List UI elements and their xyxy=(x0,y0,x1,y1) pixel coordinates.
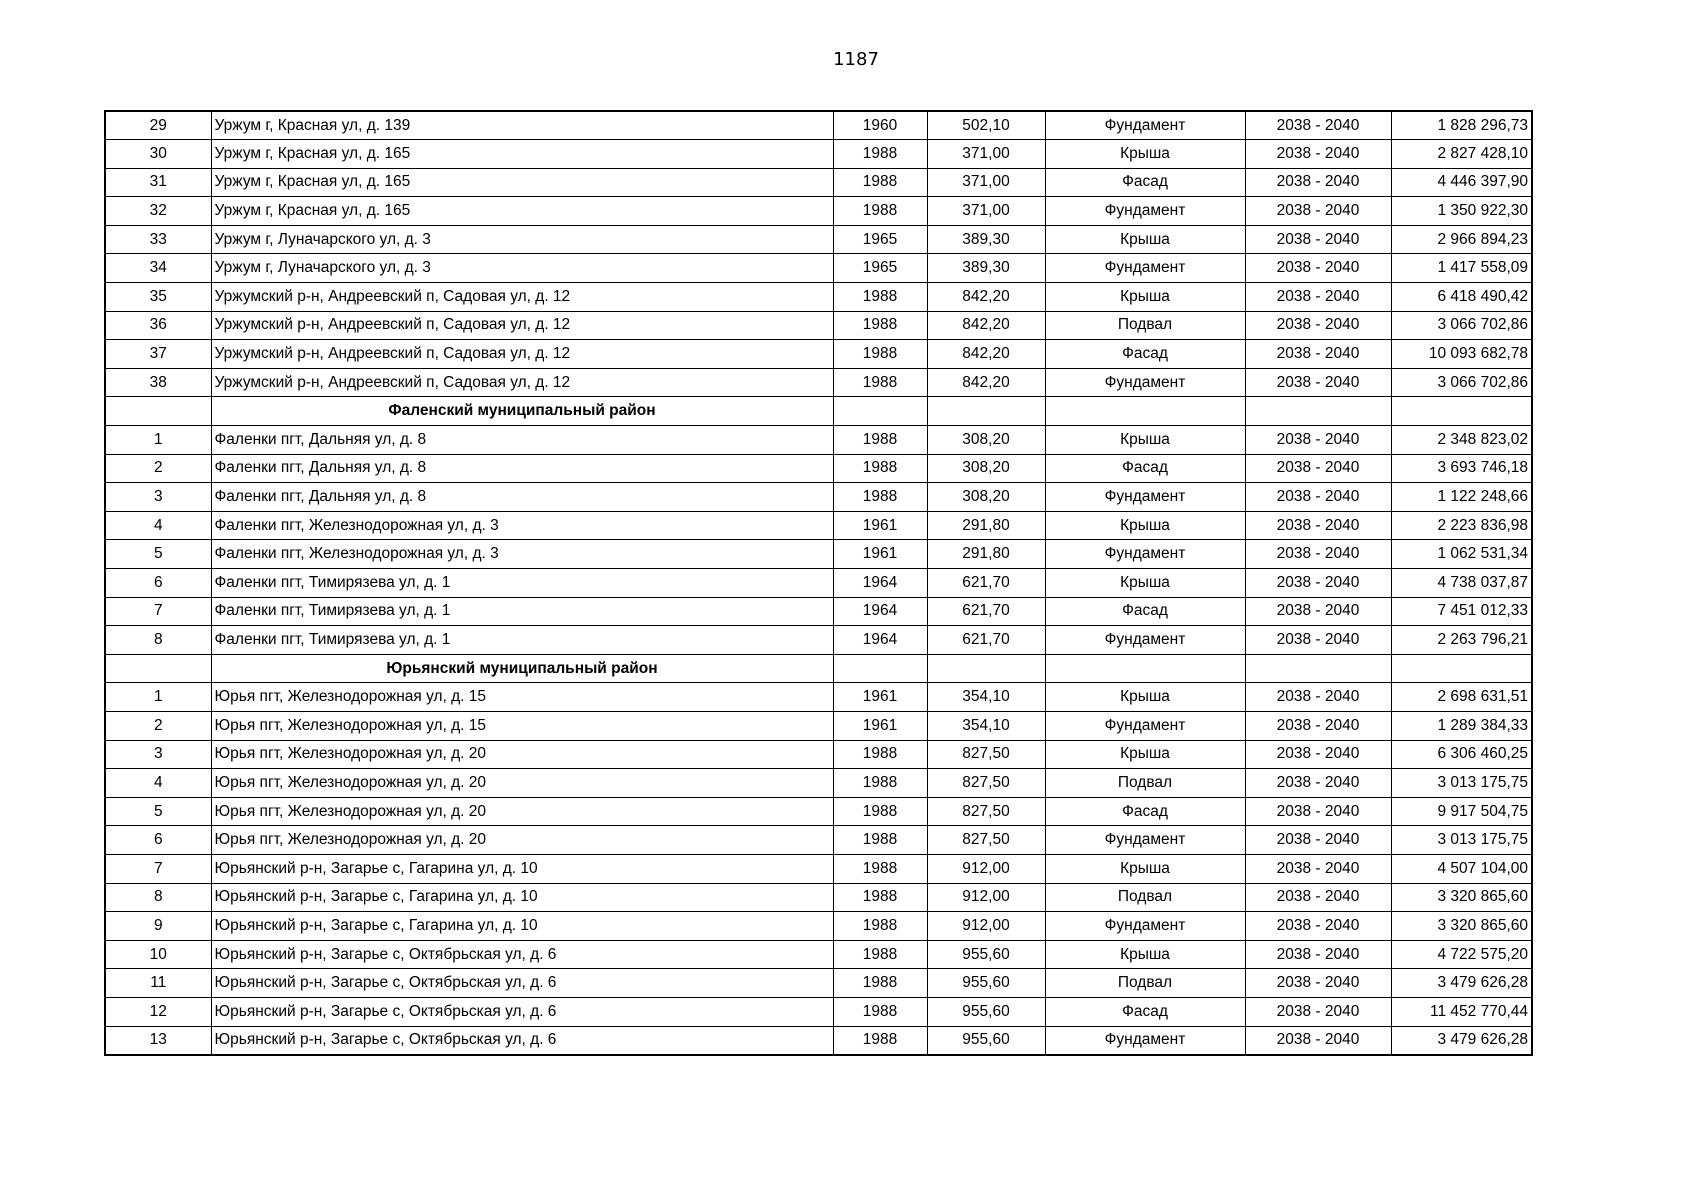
cost-cell: 7 451 012,33 xyxy=(1391,597,1532,626)
period-cell: 2038 - 2040 xyxy=(1245,683,1391,712)
table-row xyxy=(105,483,1532,512)
row-number-cell: 5 xyxy=(105,797,211,826)
section-header-row xyxy=(105,397,1532,426)
address-cell: Юрья пгт, Железнодорожная ул, д. 20 xyxy=(211,826,833,855)
cost-cell: 2 348 823,02 xyxy=(1391,426,1532,455)
year-cell: 1988 xyxy=(833,368,927,397)
address-cell: Фаленки пгт, Дальняя ул, д. 8 xyxy=(211,483,833,512)
period-cell: 2038 - 2040 xyxy=(1245,283,1391,312)
year-cell: 1961 xyxy=(833,711,927,740)
year-cell: 1988 xyxy=(833,454,927,483)
empty-cell xyxy=(1045,654,1245,683)
cost-cell: 1 289 384,33 xyxy=(1391,711,1532,740)
empty-cell xyxy=(927,397,1045,426)
work-type-cell: Крыша xyxy=(1045,854,1245,883)
section-title: Фаленский муниципальный район xyxy=(211,397,833,426)
area-cell: 912,00 xyxy=(927,854,1045,883)
year-cell: 1988 xyxy=(833,883,927,912)
table-body xyxy=(105,111,1532,1055)
row-number-cell: 2 xyxy=(105,454,211,483)
year-cell: 1988 xyxy=(833,740,927,769)
work-type-cell: Фундамент xyxy=(1045,1026,1245,1055)
empty-cell xyxy=(927,654,1045,683)
work-type-cell: Крыша xyxy=(1045,426,1245,455)
area-cell: 955,60 xyxy=(927,969,1045,998)
year-cell: 1988 xyxy=(833,168,927,197)
period-cell: 2038 - 2040 xyxy=(1245,769,1391,798)
period-cell: 2038 - 2040 xyxy=(1245,912,1391,941)
row-number-cell: 10 xyxy=(105,940,211,969)
address-cell: Юрьянский р-н, Загарье с, Октябрьская ул, д. 6 xyxy=(211,969,833,998)
cost-cell: 9 917 504,75 xyxy=(1391,797,1532,826)
period-cell: 2038 - 2040 xyxy=(1245,740,1391,769)
cost-cell: 6 418 490,42 xyxy=(1391,283,1532,312)
area-cell: 827,50 xyxy=(927,826,1045,855)
row-number-cell: 29 xyxy=(105,111,211,140)
period-cell: 2038 - 2040 xyxy=(1245,111,1391,140)
cost-cell: 3 320 865,60 xyxy=(1391,912,1532,941)
area-cell: 354,10 xyxy=(927,683,1045,712)
table-row xyxy=(105,511,1532,540)
work-type-cell: Крыша xyxy=(1045,569,1245,598)
table-row xyxy=(105,940,1532,969)
area-cell: 621,70 xyxy=(927,597,1045,626)
empty-cell xyxy=(833,654,927,683)
table-row xyxy=(105,969,1532,998)
work-type-cell: Подвал xyxy=(1045,769,1245,798)
area-cell: 955,60 xyxy=(927,940,1045,969)
year-cell: 1964 xyxy=(833,626,927,655)
table-row xyxy=(105,540,1532,569)
cost-cell: 2 827 428,10 xyxy=(1391,140,1532,169)
table-row xyxy=(105,740,1532,769)
year-cell: 1961 xyxy=(833,683,927,712)
row-number-cell: 32 xyxy=(105,197,211,226)
work-type-cell: Фасад xyxy=(1045,168,1245,197)
year-cell: 1988 xyxy=(833,197,927,226)
row-number-cell: 7 xyxy=(105,597,211,626)
period-cell: 2038 - 2040 xyxy=(1245,197,1391,226)
row-number-cell: 38 xyxy=(105,368,211,397)
year-cell: 1988 xyxy=(833,940,927,969)
work-type-cell: Подвал xyxy=(1045,969,1245,998)
area-cell: 842,20 xyxy=(927,283,1045,312)
work-type-cell: Фундамент xyxy=(1045,540,1245,569)
cost-cell: 2 263 796,21 xyxy=(1391,626,1532,655)
table-row xyxy=(105,769,1532,798)
period-cell: 2038 - 2040 xyxy=(1245,711,1391,740)
cost-cell: 1 350 922,30 xyxy=(1391,197,1532,226)
cost-cell: 2 223 836,98 xyxy=(1391,511,1532,540)
row-number-cell: 11 xyxy=(105,969,211,998)
cost-cell: 1 062 531,34 xyxy=(1391,540,1532,569)
year-cell: 1960 xyxy=(833,111,927,140)
address-cell: Уржумский р-н, Андреевский п, Садовая ул, д. 12 xyxy=(211,340,833,369)
address-cell: Фаленки пгт, Тимирязева ул, д. 1 xyxy=(211,597,833,626)
area-cell: 291,80 xyxy=(927,511,1045,540)
table-row xyxy=(105,197,1532,226)
work-type-cell: Фундамент xyxy=(1045,254,1245,283)
year-cell: 1965 xyxy=(833,254,927,283)
period-cell: 2038 - 2040 xyxy=(1245,254,1391,283)
table-row xyxy=(105,340,1532,369)
section-title: Юрьянский муниципальный район xyxy=(211,654,833,683)
period-cell: 2038 - 2040 xyxy=(1245,826,1391,855)
period-cell: 2038 - 2040 xyxy=(1245,626,1391,655)
address-cell: Юрьянский р-н, Загарье с, Гагарина ул, д. 10 xyxy=(211,912,833,941)
address-cell: Уржум г, Красная ул, д. 165 xyxy=(211,140,833,169)
row-number-cell: 31 xyxy=(105,168,211,197)
cost-cell: 3 693 746,18 xyxy=(1391,454,1532,483)
work-type-cell: Крыша xyxy=(1045,511,1245,540)
area-cell: 912,00 xyxy=(927,883,1045,912)
cost-cell: 6 306 460,25 xyxy=(1391,740,1532,769)
work-type-cell: Крыша xyxy=(1045,940,1245,969)
row-number-cell: 1 xyxy=(105,426,211,455)
year-cell: 1964 xyxy=(833,569,927,598)
address-cell: Фаленки пгт, Железнодорожная ул, д. 3 xyxy=(211,540,833,569)
year-cell: 1988 xyxy=(833,969,927,998)
row-number-cell: 4 xyxy=(105,769,211,798)
period-cell: 2038 - 2040 xyxy=(1245,597,1391,626)
table-row xyxy=(105,368,1532,397)
empty-cell xyxy=(1391,397,1532,426)
table-row xyxy=(105,426,1532,455)
row-number-cell: 12 xyxy=(105,997,211,1026)
work-type-cell: Фундамент xyxy=(1045,711,1245,740)
table-row xyxy=(105,826,1532,855)
address-cell: Фаленки пгт, Дальняя ул, д. 8 xyxy=(211,454,833,483)
year-cell: 1988 xyxy=(833,854,927,883)
period-cell: 2038 - 2040 xyxy=(1245,540,1391,569)
cost-cell: 4 722 575,20 xyxy=(1391,940,1532,969)
table-row xyxy=(105,168,1532,197)
row-number-cell: 6 xyxy=(105,569,211,598)
row-number-cell: 7 xyxy=(105,854,211,883)
period-cell: 2038 - 2040 xyxy=(1245,511,1391,540)
section-header-row xyxy=(105,654,1532,683)
row-number-cell: 30 xyxy=(105,140,211,169)
table-row xyxy=(105,597,1532,626)
year-cell: 1988 xyxy=(833,340,927,369)
page-number: 1187 xyxy=(833,49,879,70)
work-type-cell: Фундамент xyxy=(1045,368,1245,397)
address-cell: Уржумский р-н, Андреевский п, Садовая ул, д. 12 xyxy=(211,311,833,340)
table-row xyxy=(105,683,1532,712)
cost-cell: 11 452 770,44 xyxy=(1391,997,1532,1026)
table-row xyxy=(105,283,1532,312)
year-cell: 1961 xyxy=(833,511,927,540)
table-row xyxy=(105,454,1532,483)
period-cell: 2038 - 2040 xyxy=(1245,340,1391,369)
row-number-cell: 34 xyxy=(105,254,211,283)
year-cell: 1988 xyxy=(833,826,927,855)
area-cell: 621,70 xyxy=(927,569,1045,598)
period-cell: 2038 - 2040 xyxy=(1245,1026,1391,1055)
work-type-cell: Фундамент xyxy=(1045,626,1245,655)
cost-cell: 4 507 104,00 xyxy=(1391,854,1532,883)
empty-cell xyxy=(1045,397,1245,426)
period-cell: 2038 - 2040 xyxy=(1245,311,1391,340)
year-cell: 1988 xyxy=(833,311,927,340)
cost-cell: 4 446 397,90 xyxy=(1391,168,1532,197)
address-cell: Уржум г, Красная ул, д. 165 xyxy=(211,197,833,226)
year-cell: 1988 xyxy=(833,997,927,1026)
address-cell: Юрья пгт, Железнодорожная ул, д. 15 xyxy=(211,711,833,740)
work-type-cell: Фундамент xyxy=(1045,912,1245,941)
row-number-cell: 13 xyxy=(105,1026,211,1055)
row-number-cell: 1 xyxy=(105,683,211,712)
area-cell: 955,60 xyxy=(927,997,1045,1026)
area-cell: 371,00 xyxy=(927,197,1045,226)
year-cell: 1988 xyxy=(833,1026,927,1055)
empty-cell xyxy=(1245,397,1391,426)
area-cell: 621,70 xyxy=(927,626,1045,655)
address-cell: Юрьянский р-н, Загарье с, Октябрьская ул, д. 6 xyxy=(211,997,833,1026)
work-type-cell: Крыша xyxy=(1045,683,1245,712)
period-cell: 2038 - 2040 xyxy=(1245,168,1391,197)
work-type-cell: Фасад xyxy=(1045,797,1245,826)
address-cell: Фаленки пгт, Дальняя ул, д. 8 xyxy=(211,426,833,455)
address-cell: Уржум г, Красная ул, д. 139 xyxy=(211,111,833,140)
row-number-cell: 5 xyxy=(105,540,211,569)
period-cell: 2038 - 2040 xyxy=(1245,140,1391,169)
table-row xyxy=(105,140,1532,169)
period-cell: 2038 - 2040 xyxy=(1245,940,1391,969)
period-cell: 2038 - 2040 xyxy=(1245,368,1391,397)
cost-cell: 1 122 248,66 xyxy=(1391,483,1532,512)
work-type-cell: Крыша xyxy=(1045,225,1245,254)
buildings-table xyxy=(104,110,1533,1056)
cost-cell: 3 479 626,28 xyxy=(1391,1026,1532,1055)
area-cell: 502,10 xyxy=(927,111,1045,140)
address-cell: Фаленки пгт, Тимирязева ул, д. 1 xyxy=(211,626,833,655)
empty-cell xyxy=(1391,654,1532,683)
row-number-cell: 36 xyxy=(105,311,211,340)
address-cell: Фаленки пгт, Тимирязева ул, д. 1 xyxy=(211,569,833,598)
work-type-cell: Фундамент xyxy=(1045,483,1245,512)
work-type-cell: Фасад xyxy=(1045,597,1245,626)
work-type-cell: Фасад xyxy=(1045,454,1245,483)
cost-cell: 3 320 865,60 xyxy=(1391,883,1532,912)
address-cell: Юрья пгт, Железнодорожная ул, д. 20 xyxy=(211,797,833,826)
row-number-cell: 2 xyxy=(105,711,211,740)
year-cell: 1961 xyxy=(833,540,927,569)
area-cell: 842,20 xyxy=(927,311,1045,340)
table-row xyxy=(105,254,1532,283)
area-cell: 827,50 xyxy=(927,797,1045,826)
cost-cell: 1 417 558,09 xyxy=(1391,254,1532,283)
period-cell: 2038 - 2040 xyxy=(1245,883,1391,912)
period-cell: 2038 - 2040 xyxy=(1245,797,1391,826)
table-row xyxy=(105,569,1532,598)
work-type-cell: Фасад xyxy=(1045,340,1245,369)
cost-cell: 3 066 702,86 xyxy=(1391,368,1532,397)
area-cell: 308,20 xyxy=(927,483,1045,512)
work-type-cell: Фундамент xyxy=(1045,826,1245,855)
table-row xyxy=(105,997,1532,1026)
period-cell: 2038 - 2040 xyxy=(1245,569,1391,598)
row-number-cell: 4 xyxy=(105,511,211,540)
empty-cell xyxy=(105,397,211,426)
address-cell: Уржум г, Красная ул, д. 165 xyxy=(211,168,833,197)
year-cell: 1988 xyxy=(833,483,927,512)
table-row xyxy=(105,854,1532,883)
address-cell: Уржум г, Луначарского ул, д. 3 xyxy=(211,254,833,283)
work-type-cell: Подвал xyxy=(1045,883,1245,912)
work-type-cell: Крыша xyxy=(1045,283,1245,312)
cost-cell: 2 966 894,23 xyxy=(1391,225,1532,254)
row-number-cell: 6 xyxy=(105,826,211,855)
year-cell: 1988 xyxy=(833,797,927,826)
area-cell: 842,20 xyxy=(927,340,1045,369)
table-row xyxy=(105,797,1532,826)
cost-cell: 3 479 626,28 xyxy=(1391,969,1532,998)
row-number-cell: 8 xyxy=(105,626,211,655)
work-type-cell: Подвал xyxy=(1045,311,1245,340)
row-number-cell: 8 xyxy=(105,883,211,912)
table-row xyxy=(105,883,1532,912)
table-row xyxy=(105,711,1532,740)
empty-cell xyxy=(1245,654,1391,683)
row-number-cell: 35 xyxy=(105,283,211,312)
address-cell: Юрьянский р-н, Загарье с, Гагарина ул, д. 10 xyxy=(211,883,833,912)
address-cell: Юрьянский р-н, Загарье с, Октябрьская ул, д. 6 xyxy=(211,1026,833,1055)
area-cell: 389,30 xyxy=(927,225,1045,254)
work-type-cell: Крыша xyxy=(1045,140,1245,169)
area-cell: 308,20 xyxy=(927,426,1045,455)
area-cell: 291,80 xyxy=(927,540,1045,569)
table-row xyxy=(105,626,1532,655)
year-cell: 1965 xyxy=(833,225,927,254)
empty-cell xyxy=(833,397,927,426)
work-type-cell: Фундамент xyxy=(1045,111,1245,140)
address-cell: Уржумский р-н, Андреевский п, Садовая ул, д. 12 xyxy=(211,368,833,397)
year-cell: 1988 xyxy=(833,283,927,312)
address-cell: Юрья пгт, Железнодорожная ул, д. 20 xyxy=(211,769,833,798)
cost-cell: 1 828 296,73 xyxy=(1391,111,1532,140)
table-row xyxy=(105,225,1532,254)
period-cell: 2038 - 2040 xyxy=(1245,997,1391,1026)
year-cell: 1988 xyxy=(833,426,927,455)
row-number-cell: 33 xyxy=(105,225,211,254)
row-number-cell: 37 xyxy=(105,340,211,369)
area-cell: 842,20 xyxy=(927,368,1045,397)
year-cell: 1988 xyxy=(833,140,927,169)
year-cell: 1988 xyxy=(833,912,927,941)
table-row xyxy=(105,311,1532,340)
period-cell: 2038 - 2040 xyxy=(1245,426,1391,455)
row-number-cell: 9 xyxy=(105,912,211,941)
area-cell: 955,60 xyxy=(927,1026,1045,1055)
cost-cell: 10 093 682,78 xyxy=(1391,340,1532,369)
year-cell: 1988 xyxy=(833,769,927,798)
address-cell: Фаленки пгт, Железнодорожная ул, д. 3 xyxy=(211,511,833,540)
period-cell: 2038 - 2040 xyxy=(1245,225,1391,254)
address-cell: Юрья пгт, Железнодорожная ул, д. 20 xyxy=(211,740,833,769)
empty-cell xyxy=(105,654,211,683)
cost-cell: 2 698 631,51 xyxy=(1391,683,1532,712)
cost-cell: 3 013 175,75 xyxy=(1391,769,1532,798)
year-cell: 1964 xyxy=(833,597,927,626)
address-cell: Уржум г, Луначарского ул, д. 3 xyxy=(211,225,833,254)
area-cell: 389,30 xyxy=(927,254,1045,283)
row-number-cell: 3 xyxy=(105,483,211,512)
table-row xyxy=(105,912,1532,941)
period-cell: 2038 - 2040 xyxy=(1245,483,1391,512)
work-type-cell: Фундамент xyxy=(1045,197,1245,226)
table-row xyxy=(105,1026,1532,1055)
period-cell: 2038 - 2040 xyxy=(1245,854,1391,883)
address-cell: Юрья пгт, Железнодорожная ул, д. 15 xyxy=(211,683,833,712)
area-cell: 308,20 xyxy=(927,454,1045,483)
period-cell: 2038 - 2040 xyxy=(1245,969,1391,998)
area-cell: 827,50 xyxy=(927,740,1045,769)
area-cell: 354,10 xyxy=(927,711,1045,740)
area-cell: 371,00 xyxy=(927,140,1045,169)
cost-cell: 4 738 037,87 xyxy=(1391,569,1532,598)
address-cell: Уржумский р-н, Андреевский п, Садовая ул, д. 12 xyxy=(211,283,833,312)
period-cell: 2038 - 2040 xyxy=(1245,454,1391,483)
area-cell: 371,00 xyxy=(927,168,1045,197)
address-cell: Юрьянский р-н, Загарье с, Гагарина ул, д. 10 xyxy=(211,854,833,883)
area-cell: 827,50 xyxy=(927,769,1045,798)
cost-cell: 3 013 175,75 xyxy=(1391,826,1532,855)
work-type-cell: Фасад xyxy=(1045,997,1245,1026)
address-cell: Юрьянский р-н, Загарье с, Октябрьская ул, д. 6 xyxy=(211,940,833,969)
area-cell: 912,00 xyxy=(927,912,1045,941)
table-row xyxy=(105,111,1532,140)
cost-cell: 3 066 702,86 xyxy=(1391,311,1532,340)
row-number-cell: 3 xyxy=(105,740,211,769)
work-type-cell: Крыша xyxy=(1045,740,1245,769)
